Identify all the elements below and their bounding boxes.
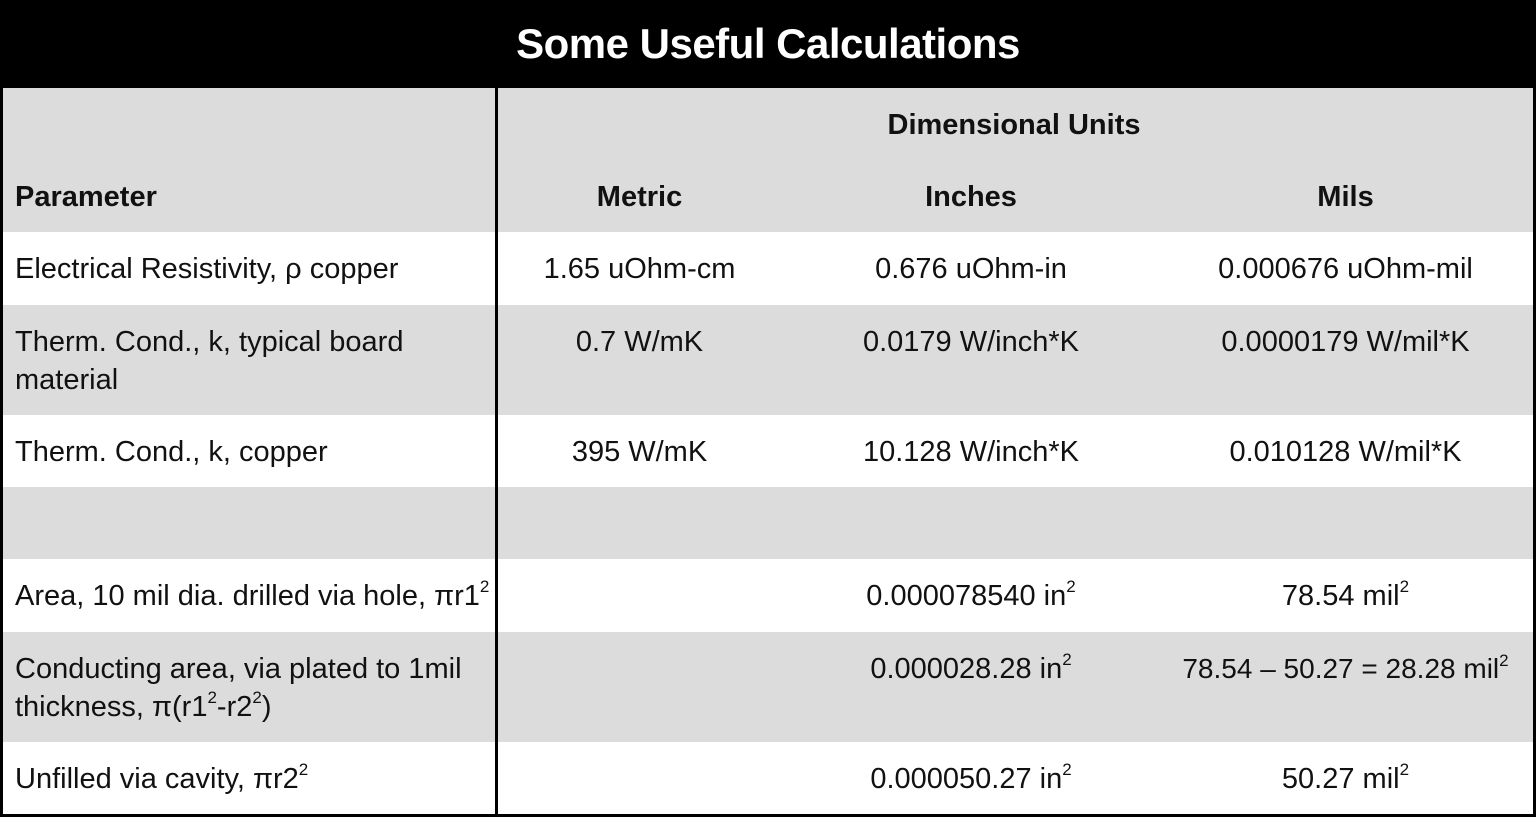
parameter-text: -r2 xyxy=(216,691,253,723)
inches-cell xyxy=(784,632,1158,742)
metric-cell: 0.7 W/mK xyxy=(575,326,704,358)
column-divider xyxy=(495,88,498,814)
superscript: 2 xyxy=(1066,577,1076,597)
superscript: 2 xyxy=(252,688,262,708)
table-row xyxy=(3,415,1533,487)
dimensional-units-label: Dimensional Units xyxy=(887,109,1141,141)
metric-cell xyxy=(495,487,784,559)
inches-cell xyxy=(784,559,1158,632)
table-row xyxy=(3,632,1533,742)
table-row xyxy=(3,232,1533,305)
superscript: 2 xyxy=(1499,650,1509,670)
mils-text: 50.27 mil xyxy=(1281,763,1400,795)
superscript: 2 xyxy=(207,688,217,708)
parameter-line xyxy=(15,688,272,726)
parameter-cell xyxy=(3,632,495,742)
superscript: 2 xyxy=(1399,760,1410,780)
parameter-line: Conducting area, via plated to 1mil xyxy=(15,653,462,685)
inches-cell xyxy=(784,742,1158,814)
mils-cell: 0.000676 uOhm-mil xyxy=(1218,253,1473,285)
parameter-cell xyxy=(3,742,495,814)
parameter-text: Area, 10 mil dia. drilled via hole, πr1 xyxy=(15,580,480,612)
parameter-text: Unfilled via cavity, πr2 xyxy=(15,763,299,795)
superscript: 2 xyxy=(1399,577,1410,597)
superscript: 2 xyxy=(1062,650,1072,670)
parameter-text: ) xyxy=(261,691,272,723)
mils-cell xyxy=(1158,559,1533,632)
mils-text: 78.54 – 50.27 = 28.28 mil xyxy=(1182,653,1500,684)
column-header-parameter: Parameter xyxy=(15,181,157,213)
calculations-table xyxy=(3,88,1533,814)
table-row xyxy=(3,742,1533,814)
mils-cell xyxy=(1158,632,1533,742)
inches-cell: 10.128 W/inch*K xyxy=(862,436,1079,468)
mils-cell: 0.010128 W/mil*K xyxy=(1229,436,1462,468)
mils-cell xyxy=(1158,742,1533,814)
header-columns-row xyxy=(3,158,1533,232)
parameter-cell xyxy=(3,305,495,415)
column-header-metric: Metric xyxy=(596,181,683,213)
column-header-inches: Inches xyxy=(925,181,1017,213)
table-row xyxy=(3,305,1533,415)
mils-cell xyxy=(1158,487,1533,559)
parameter-text: thickness, π(r1 xyxy=(15,691,208,723)
inches-cell xyxy=(784,487,1158,559)
superscript: 2 xyxy=(298,760,309,780)
superscript: 2 xyxy=(1062,760,1072,780)
table-title: Some Useful Calculations xyxy=(516,20,1020,67)
metric-cell xyxy=(495,742,784,814)
inches-text: 0.000078540 in xyxy=(866,580,1067,612)
table-row-empty xyxy=(3,487,1533,559)
parameter-line: material xyxy=(15,364,119,396)
parameter-cell xyxy=(3,559,495,632)
mils-text: 78.54 mil xyxy=(1281,580,1400,612)
metric-cell xyxy=(495,632,784,742)
header-empty-cell xyxy=(3,88,495,158)
parameter-cell: Therm. Cond., k, copper xyxy=(15,436,328,468)
header-group-cell xyxy=(495,88,1533,158)
superscript: 2 xyxy=(479,577,490,597)
inches-cell: 0.0179 W/inch*K xyxy=(862,326,1079,358)
column-header-mils: Mils xyxy=(1317,181,1374,213)
metric-cell xyxy=(495,559,784,632)
inches-text: 0.000050.27 in xyxy=(870,763,1063,795)
header-group-row xyxy=(3,88,1533,158)
parameter-cell xyxy=(3,487,495,559)
table-row xyxy=(3,559,1533,632)
parameter-cell: Electrical Resistivity, ρ copper xyxy=(15,253,399,285)
metric-cell: 1.65 uOhm-cm xyxy=(543,253,736,285)
inches-text: 0.000028.28 in xyxy=(870,653,1063,685)
title-bar xyxy=(0,0,1536,88)
parameter-line: Therm. Cond., k, typical board xyxy=(15,326,404,358)
mils-cell: 0.0000179 W/mil*K xyxy=(1221,326,1470,358)
inches-cell: 0.676 uOhm-in xyxy=(875,253,1067,285)
metric-cell: 395 W/mK xyxy=(571,436,708,468)
